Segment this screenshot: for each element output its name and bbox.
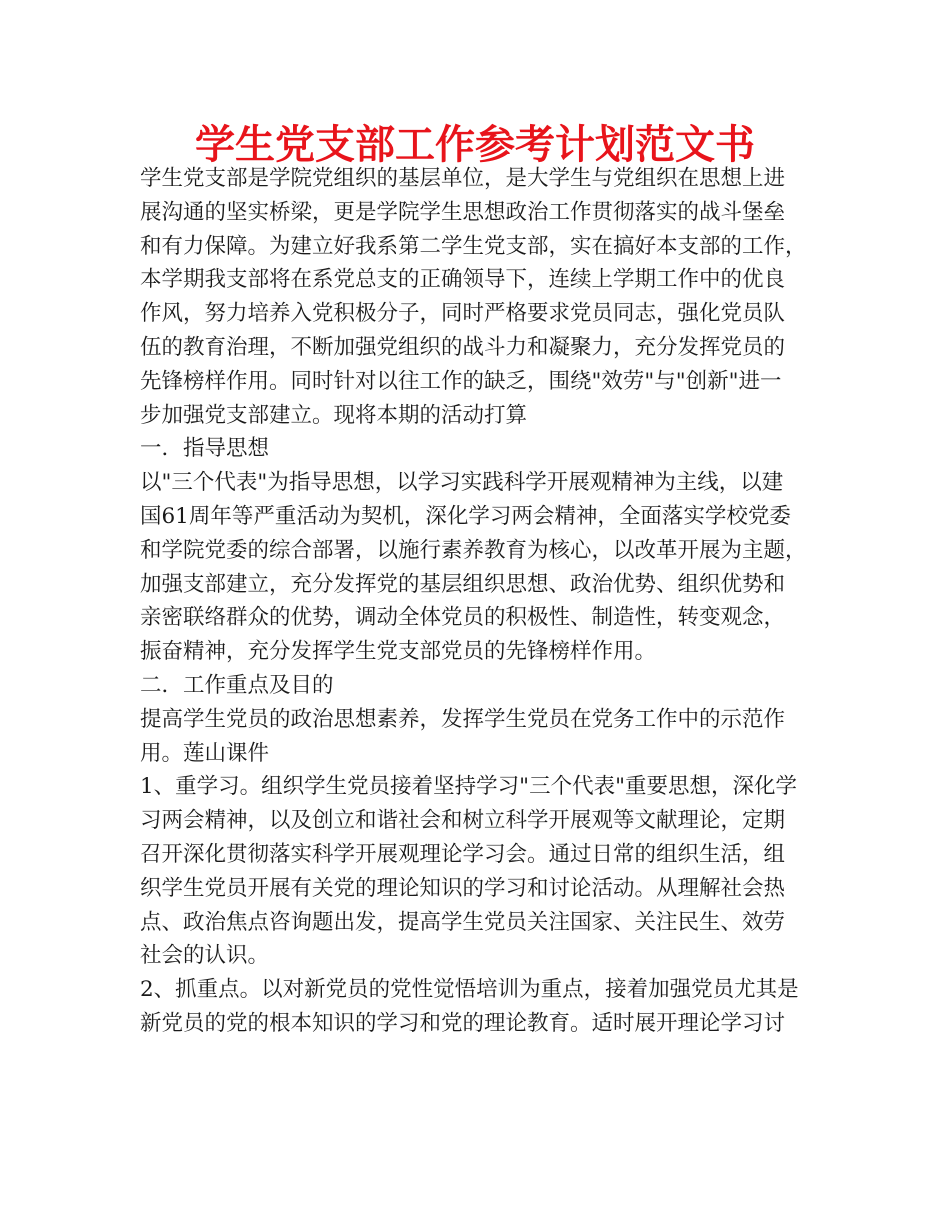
text-line: 学生党支部是学院党组织的基层单位，是大学生与党组织在思想上进 — [140, 166, 786, 191]
text-line: 1、重学习。组织学生党员接着坚持学习"三个代表"重要思想，深化学 — [140, 774, 797, 800]
text-line: 加强支部建立，充分发挥党的基层组织思想、政治优势、组织优势和 — [140, 571, 786, 597]
text-line: 以"三个代表"为指导思想，以学习实践科学开展观精神为主线，以建 — [140, 470, 784, 496]
text-line: 习两会精神，以及创立和谐社会和树立科学开展观等文献理论，定期 — [140, 808, 786, 834]
text-line: 二．工作重点及目的 — [140, 672, 334, 698]
text-line: 召开深化贯彻落实科学开展观理论学习会。通过日常的组织生活，组 — [140, 841, 786, 867]
text-line: 2、抓重点。以对新党员的党性觉悟培训为重点，接着加强党员尤其是 — [140, 977, 799, 1003]
text-line: 作风，努力培养入党积极分子，同时严格要求党员同志，强化党员队 — [140, 301, 786, 327]
text-line: 先锋榜样作用。同时针对以往工作的缺乏，围绕"效劳"与"创新"进一 — [140, 368, 782, 394]
text-line: 一．指导思想 — [140, 436, 270, 462]
text-line: 提高学生党员的政治思想素养，发挥学生党员在党务工作中的示范作 — [140, 706, 786, 732]
text-line: 振奋精神，充分发挥学生党支部党员的先锋榜样作用。 — [140, 639, 657, 665]
text-line: 展沟通的坚实桥梁，更是学院学生思想政治工作贯彻落实的战斗堡垒 — [140, 199, 786, 225]
document-body — [140, 162, 820, 1041]
text-line: 社会的认识。 — [140, 943, 270, 969]
text-line: 新党员的党的根本知识的学习和党的理论教育。适时展开理论学习讨 — [140, 1010, 786, 1036]
document-title: 学生党支部工作参考计划范文书 — [195, 122, 755, 168]
text-line: 和学院党委的综合部署，以施行素养教育为核心，以改革开展为主题， — [140, 537, 807, 563]
text-line: 点、政治焦点咨询题出发，提高学生党员关注国家、关注民生、效劳 — [140, 909, 786, 935]
text-line: 步加强党支部建立。现将本期的活动打算 — [140, 402, 528, 428]
text-line: 国61周年等严重活动为契机，深化学习两会精神，全面落实学校党委 — [140, 503, 791, 529]
text-line: 伍的教育治理，不断加强党组织的战斗力和凝聚力，充分发挥党员的 — [140, 334, 786, 360]
text-line: 用。莲山课件 — [140, 740, 270, 766]
text-line: 本学期我支部将在系党总支的正确领导下，连续上学期工作中的优良 — [140, 267, 786, 293]
text-line: 亲密联络群众的优势，调动全体党员的积极性、制造性，转变观念， — [140, 605, 786, 631]
text-line: 和有力保障。为建立好我系第二学生党支部，实在搞好本支部的工作， — [140, 233, 807, 259]
text-line: 织学生党员开展有关党的理论知识的学习和讨论活动。从理解社会热 — [140, 875, 786, 901]
